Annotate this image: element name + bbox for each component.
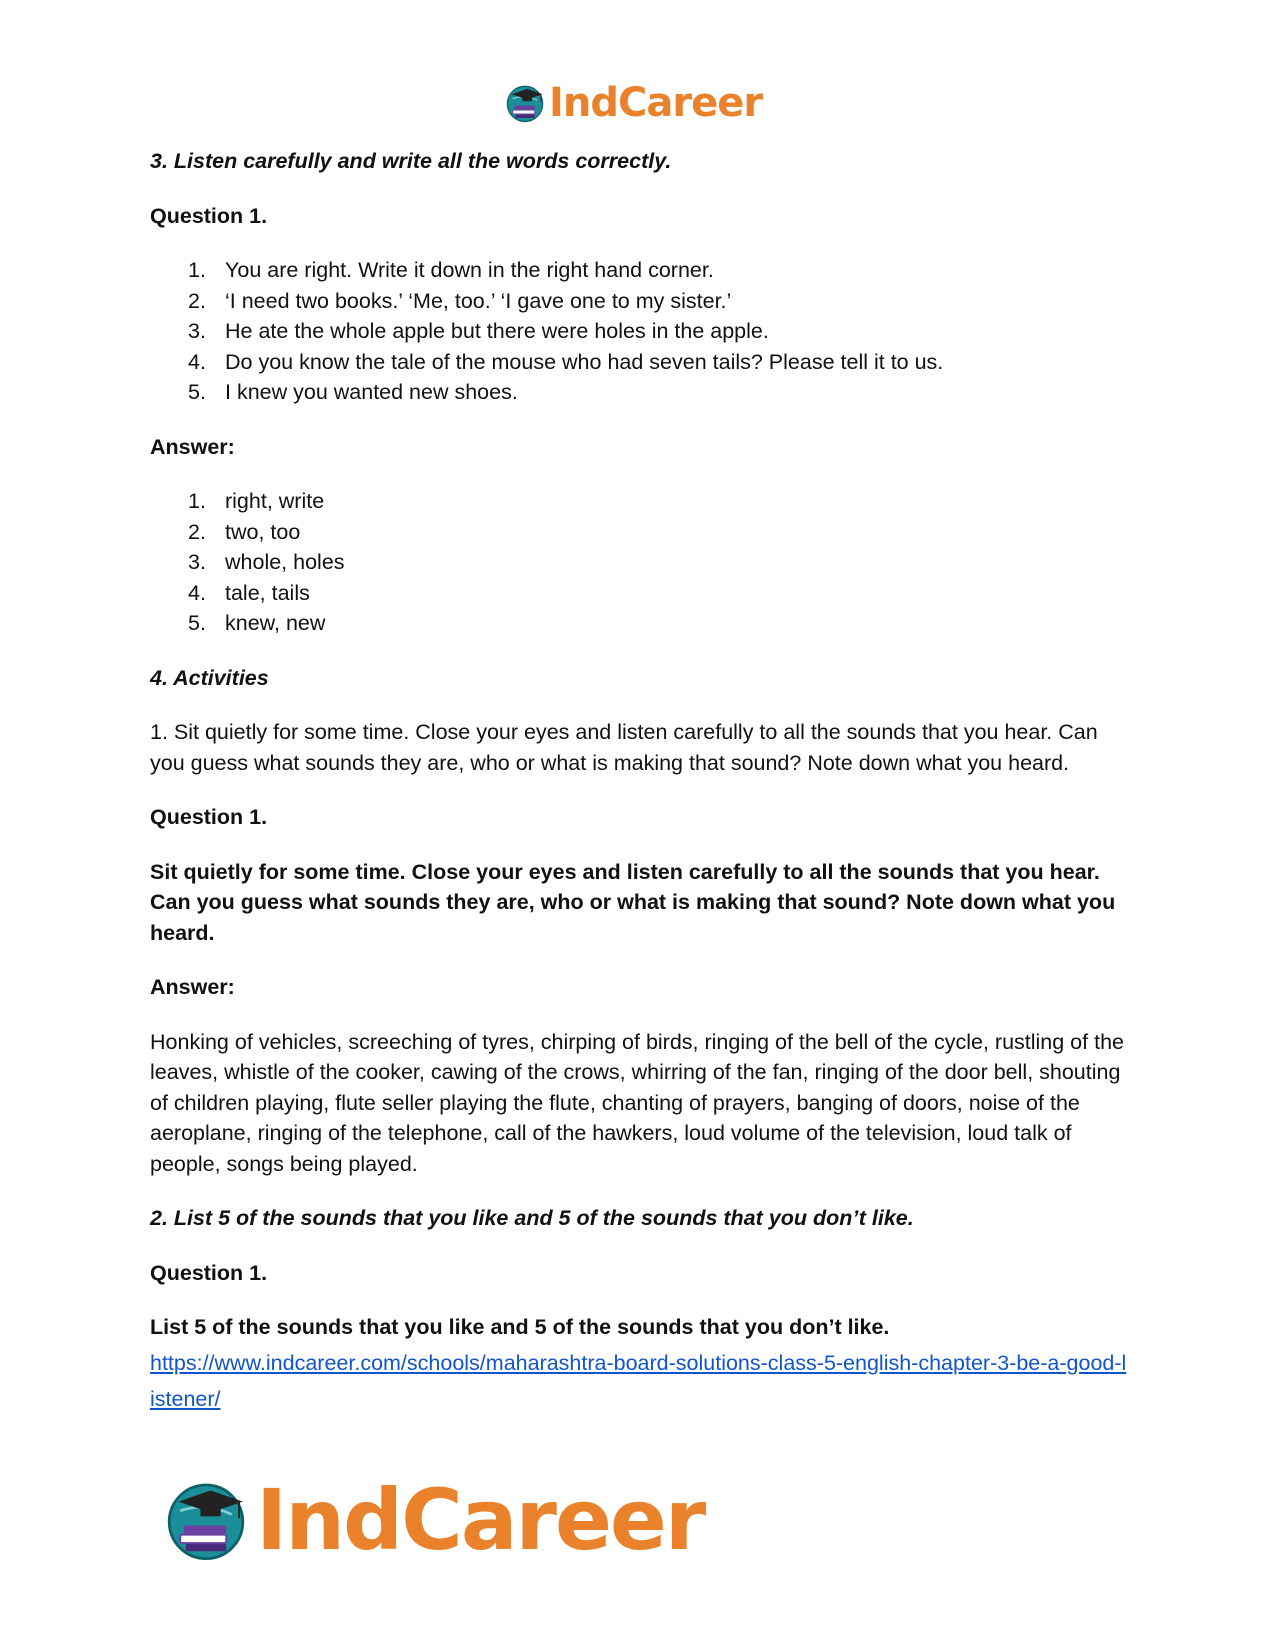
source-link[interactable]: https://www.indcareer.com/schools/maharashtra-board-solutions-class-5-english-chapter-3-be-a-good-listener/ [150, 1350, 1127, 1411]
activity2-question-text: List 5 of the sounds that you like and 5 of the sounds that you don’t like. [150, 1315, 890, 1339]
activity2-question-label: Question 1. [150, 1260, 268, 1285]
section4-question-text: Sit quietly for some time. Close your eyes and listen carefully to all the sounds that you hear. Can you guess what sounds they are, who or what is making that sound? Note down what you heard. [150, 859, 1116, 945]
list-item: 4. Do you know the tale of the mouse who had seven tails? Please tell it to us. [188, 349, 944, 374]
section4-answer-label: Answer: [150, 975, 235, 999]
list-item: 5. I knew you wanted new shoes. [188, 380, 518, 404]
header-logo [503, 78, 762, 128]
list-item: 2. two, too [188, 519, 301, 544]
list-item: 3. whole, holes [188, 550, 345, 574]
list-item: 2. ‘I need two books.’ ‘Me, too.’ ‘I gave one to my sister.’ [188, 288, 732, 313]
section4-answer-text: Honking of vehicles, screeching of tyres, chirping of birds, ringing of the bell of the cycle, rustling of the leaves, whistle of the cooker, cawing of the crows, whirring of the fan, ringing of the door bell, shouting of children playing, flute seller playing the flute, chanting of prayers, banging of doors, noise of the aeroplane, ringing of the telephone, call of the hawkers, loud volume of the television, loud talk of people, songs being played. [150, 1029, 1124, 1176]
section4-heading: 4. Activities [150, 665, 269, 690]
section4-question-label: Question 1. [150, 805, 268, 829]
section3-heading: 3. Listen carefully and write all the words correctly. [150, 149, 672, 173]
list-item: 4. tale, tails [188, 580, 310, 605]
list-item: 5. knew, new [188, 611, 326, 635]
graduation-globe-books-icon [503, 81, 547, 125]
graduation-globe-books-icon [160, 1474, 252, 1566]
header-logo-text: IndCareer [549, 80, 763, 126]
section3-answer-label: Answer: [150, 434, 235, 459]
section3-question-label: Question 1. [150, 203, 268, 228]
activity1-text: 1. Sit quietly for some time. Close your eyes and listen carefully to all the sounds that you hear. Can you guess what sounds they are, who or what is making that sound? Note down what you heard. [150, 720, 1098, 775]
list-item: 1. You are right. Write it down in the right hand corner. [188, 258, 714, 282]
footer-logo [160, 1470, 704, 1570]
document-content [150, 146, 1130, 1417]
activity2-heading: 2. List 5 of the sounds that you like and 5 of the sounds that you don’t like. [150, 1206, 914, 1230]
section3-question-list [150, 255, 1130, 408]
list-item: 3. He ate the whole apple but there were holes in the apple. [188, 319, 769, 343]
section3-answer-list [150, 486, 1130, 639]
footer-logo-text: IndCareer [256, 1471, 705, 1569]
list-item: 1. right, write [188, 489, 325, 513]
